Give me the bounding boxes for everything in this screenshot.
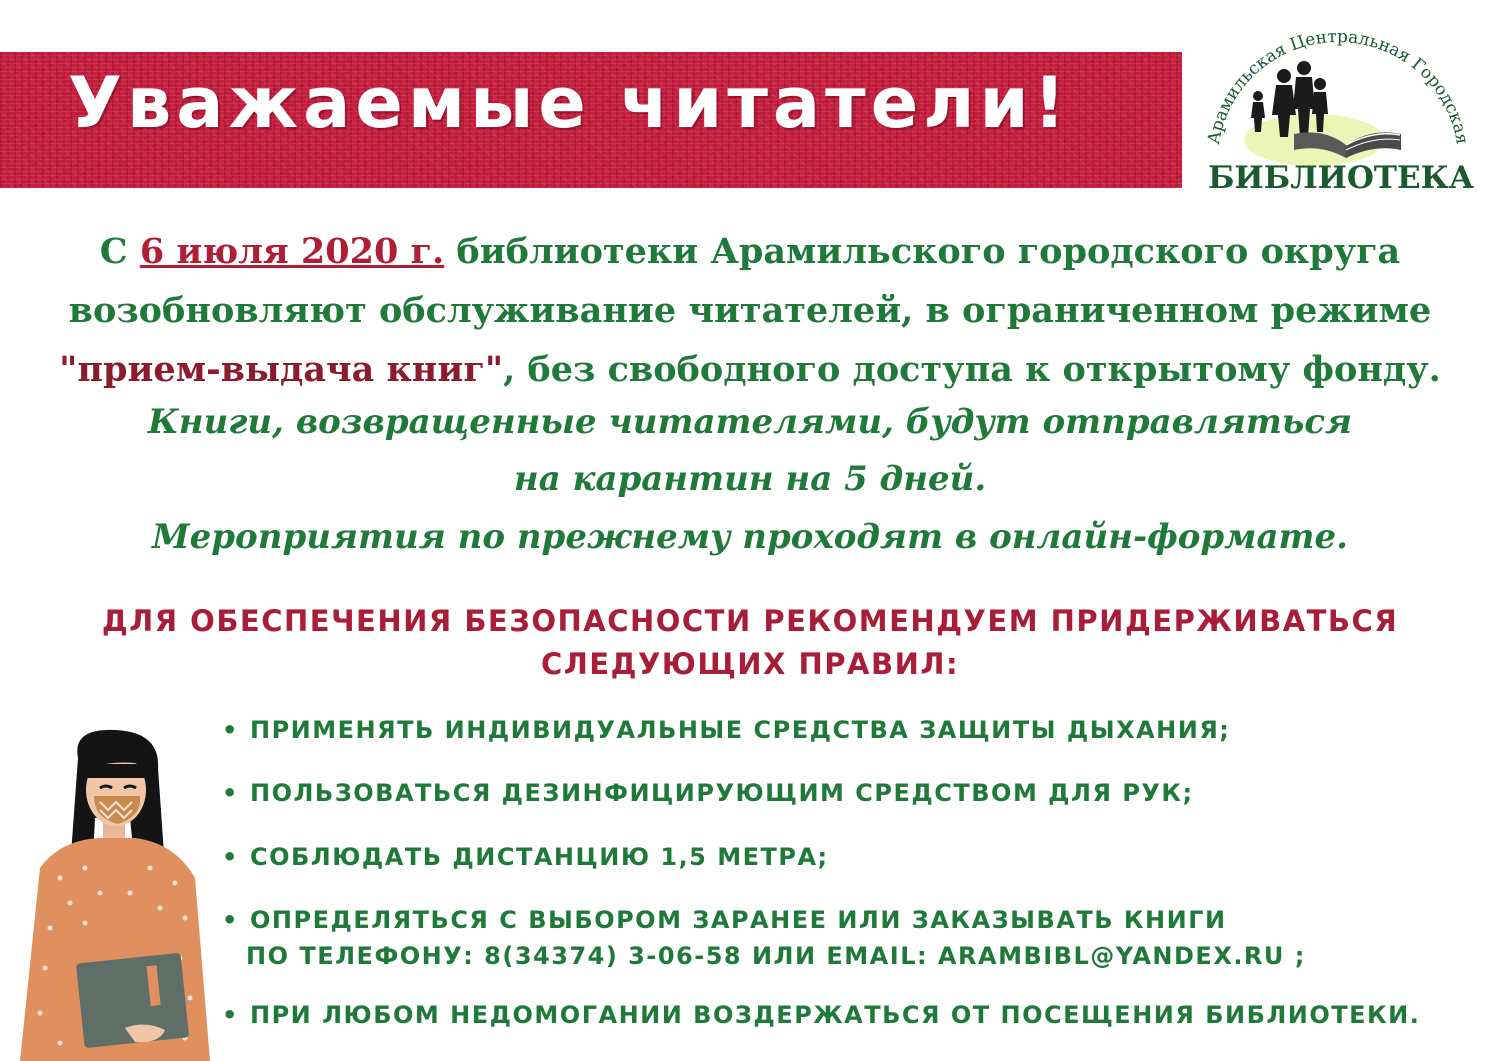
bullet-icon: • bbox=[222, 906, 239, 934]
rules-heading-line-2: СЛЕДУЮЩИХ ПРАВИЛ: bbox=[540, 647, 960, 681]
bullet-icon: • bbox=[222, 779, 239, 807]
bullet-icon: • bbox=[222, 1001, 239, 1029]
rule-item-5 bbox=[222, 997, 1420, 1033]
rule-text: ПРИ ЛЮБОМ НЕДОМОГАНИИ ВОЗДЕРЖАТЬСЯ ОТ ПОСЕЩЕНИЯ БИБЛИОТЕКИ. bbox=[250, 1001, 1421, 1029]
rule-item-4 bbox=[222, 902, 1306, 974]
intro-line-1-post: библиотеки Арамильского городского округа bbox=[444, 231, 1401, 272]
logo-arc-text: Арамильская Центральная Городская bbox=[1204, 26, 1472, 146]
rule-item-2 bbox=[222, 775, 1194, 811]
rule-text: СОБЛЮДАТЬ ДИСТАНЦИЮ 1,5 МЕТРА; bbox=[250, 843, 829, 871]
rule-text: ПОЛЬЗОВАТЬСЯ ДЕЗИНФИЦИРУЮЩИМ СРЕДСТВОМ ДЛЯ РУК; bbox=[250, 779, 1194, 807]
woman-with-mask-illustration bbox=[0, 728, 220, 1061]
intro-line-2: возобновляют обслуживание читателей, в ограниченном режиме bbox=[68, 290, 1432, 331]
rule-text: ОПРЕДЕЛЯТЬСЯ С ВЫБОРОМ ЗАРАНЕЕ ИЛИ ЗАКАЗЫВАТЬ КНИГИ bbox=[250, 906, 1227, 934]
intro-quote: "прием-выдача книг" bbox=[59, 349, 504, 390]
rule-contact: ПО ТЕЛЕФОНУ: 8(34374) 3-06-58 ИЛИ EMAIL: ARAMBIBL@YANDEX.RU ; bbox=[246, 942, 1306, 970]
bullet-icon: • bbox=[222, 843, 239, 871]
rule-item-1 bbox=[222, 712, 1230, 748]
intro-text bbox=[20, 222, 1480, 399]
intro-line-1-pre: С bbox=[99, 231, 140, 272]
rule-item-3 bbox=[222, 839, 829, 875]
rule-text: ПРИМЕНЯТЬ ИНДИВИДУАЛЬНЫЕ СРЕДСТВА ЗАЩИТЫ ДЫХАНИЯ; bbox=[250, 716, 1231, 744]
notice-line-2: на карантин на 5 дней. bbox=[513, 459, 987, 499]
rules-heading bbox=[20, 600, 1480, 686]
notice-line-3: Мероприятия по прежнему проходят в онлайн-формате. bbox=[152, 517, 1348, 557]
rules-heading-line-1: ДЛЯ ОБЕСПЕЧЕНИЯ БЕЗОПАСНОСТИ РЕКОМЕНДУЕМ ПРИДЕРЖИВАТЬСЯ bbox=[101, 604, 1399, 638]
intro-line-3-post: , без свободного доступа к открытому фонду. bbox=[503, 349, 1441, 390]
library-logo bbox=[1196, 10, 1486, 195]
intro-date: 6 июля 2020 г. bbox=[139, 231, 445, 272]
bullet-icon: • bbox=[222, 716, 239, 744]
notice-line-1: Книги, возвращенные читателями, будут отправляться bbox=[147, 402, 1353, 442]
banner-title: Уважаемые читатели! bbox=[68, 62, 1071, 144]
intro-line-3 bbox=[20, 340, 1480, 399]
logo-word: БИБЛИОТЕКА bbox=[1207, 160, 1475, 195]
intro-line-1 bbox=[20, 222, 1480, 281]
